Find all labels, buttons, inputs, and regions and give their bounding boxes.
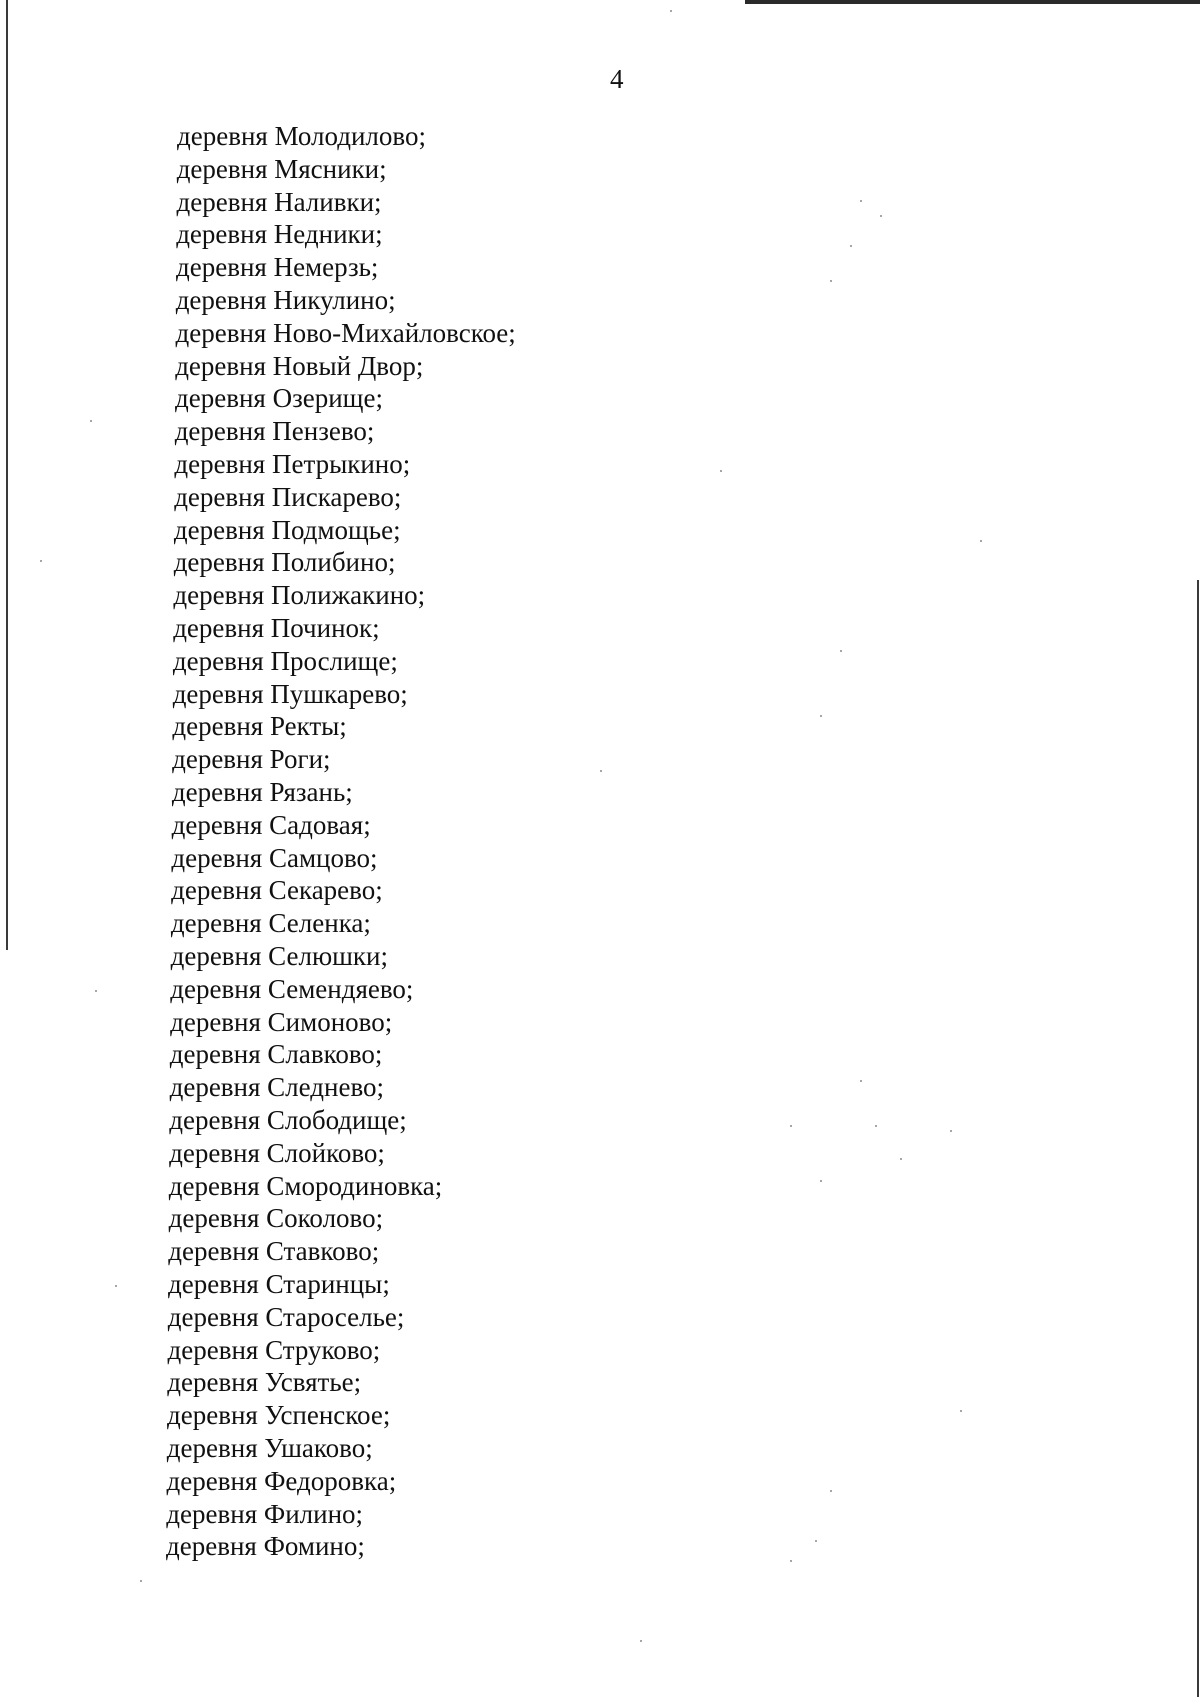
place-item: деревня Усвятье; (167, 1367, 362, 1398)
place-item: деревня Струково; (167, 1334, 381, 1365)
scan-speck (815, 1540, 817, 1542)
scan-speck (950, 1130, 952, 1132)
place-item: деревня Рязань; (171, 777, 353, 807)
place-item: деревня Молодилово; (177, 121, 426, 151)
place-item: деревня Ушаково; (166, 1433, 373, 1463)
scan-edge-top (745, 0, 1200, 4)
place-item: деревня Смородиновка; (168, 1170, 443, 1201)
place-item: деревня Полижакино; (173, 580, 426, 611)
place-item: деревня Старинцы; (168, 1269, 390, 1299)
scan-speck (640, 1640, 642, 1642)
scan-speck (95, 990, 97, 992)
scan-speck (875, 1125, 877, 1127)
scan-speck (670, 10, 672, 12)
scan-speck (90, 420, 92, 422)
scan-speck (790, 1125, 792, 1127)
scan-speck (720, 470, 722, 472)
place-item: деревня Следнево; (169, 1072, 385, 1103)
scan-speck (790, 1560, 792, 1562)
place-item: деревня Садовая; (171, 809, 371, 840)
place-item: деревня Починок; (173, 613, 380, 643)
place-item: деревня Озерище; (175, 383, 383, 414)
place-item: деревня Пискарево; (174, 481, 402, 512)
scan-speck (860, 200, 862, 202)
place-item: деревня Слободище; (169, 1105, 407, 1135)
place-item: деревня Полибино; (173, 547, 396, 578)
place-item: деревня Роги; (172, 744, 331, 775)
scan-speck (40, 560, 42, 562)
place-item: деревня Никулино; (175, 285, 396, 315)
place-item: деревня Недники; (176, 219, 383, 250)
place-item: деревня Ставково; (168, 1236, 380, 1267)
scan-speck (830, 280, 832, 282)
place-item: деревня Славково; (169, 1039, 383, 1070)
place-item: деревня Мясники; (176, 153, 387, 184)
scan-edge-right (1197, 580, 1199, 1697)
scan-speck (840, 650, 842, 652)
scan-speck (140, 1580, 142, 1582)
place-item: деревня Успенское; (167, 1400, 391, 1431)
place-item: деревня Фомино; (166, 1531, 365, 1562)
place-item: деревня Прослище; (172, 645, 398, 676)
scan-speck (980, 540, 982, 542)
place-item: деревня Семендяево; (170, 973, 414, 1004)
scan-speck (115, 1285, 117, 1287)
scan-speck (830, 1490, 832, 1492)
scan-speck (820, 1180, 822, 1182)
place-item: деревня Слойково; (169, 1137, 385, 1168)
scan-speck (880, 215, 882, 217)
scan-edge-left (6, 0, 8, 950)
place-item: деревня Ново-Михайловское; (175, 317, 516, 348)
place-item: деревня Селенка; (170, 908, 371, 939)
place-item: деревня Новый Двор; (175, 350, 424, 381)
scan-speck (600, 770, 602, 772)
place-item: деревня Секарево; (171, 875, 383, 906)
place-item: деревня Немерзь; (176, 252, 379, 283)
scan-speck (850, 245, 852, 247)
place-item: деревня Подмощье; (173, 514, 401, 545)
place-item: деревня Соколово; (168, 1203, 384, 1234)
place-item: деревня Петрыкино; (174, 449, 411, 479)
place-item: деревня Самцово; (171, 842, 378, 873)
place-item: деревня Пушкарево; (172, 678, 408, 709)
place-item: деревня Симоново; (170, 1006, 393, 1037)
place-item: деревня Селюшки; (170, 941, 388, 971)
place-item: деревня Староселье; (167, 1301, 405, 1332)
scan-speck (960, 1410, 962, 1412)
scan-speck (860, 1080, 862, 1082)
scan-speck (900, 1158, 902, 1160)
place-item: деревня Федоровка; (166, 1465, 397, 1496)
page-number: 4 (610, 64, 624, 94)
place-item: деревня Филино; (166, 1498, 364, 1529)
scan-speck (820, 715, 822, 717)
place-item: деревня Пензево; (174, 416, 375, 447)
place-item: деревня Наливки; (176, 186, 382, 217)
place-item: деревня Ректы; (172, 711, 347, 742)
